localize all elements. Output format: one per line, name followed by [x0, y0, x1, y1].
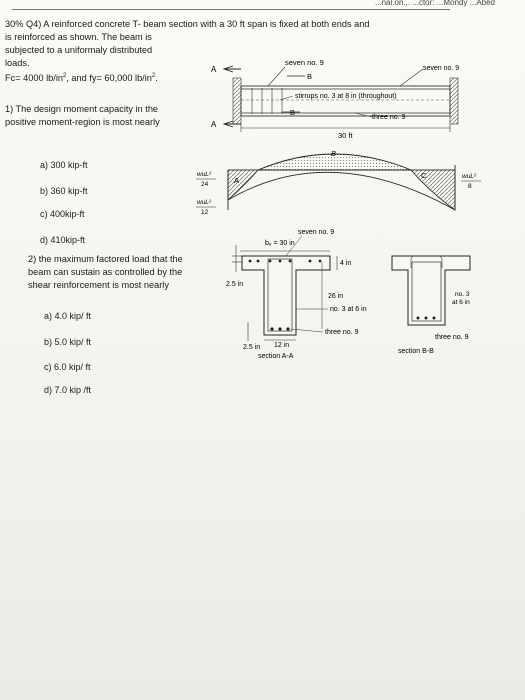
sec-b-three-label: three no. 9: [435, 334, 469, 341]
q1-option-d: d) 410kip-ft: [40, 235, 86, 245]
beam-outline: [241, 86, 450, 116]
sec-a-bottom-cover-label: 2.5 in: [243, 344, 261, 351]
section-b-b: [392, 256, 470, 355]
sec-b-caption: section B-B: [398, 348, 434, 355]
q2-line-3: shear reinforcement is most nearly: [28, 280, 169, 290]
fc-text: Fc= 4000 lb/in: [5, 73, 63, 84]
q1-line-1: 1) The design moment capacity in the: [5, 104, 159, 114]
problem-line-1: 30% Q4) A reinforced concrete T- beam section with a 30 ft span is fixed at both ends and: [5, 19, 370, 29]
sec-a-caption: section A-A: [258, 353, 294, 360]
label-a-top: A: [211, 65, 217, 74]
superscript: 2: [151, 73, 156, 79]
moment-left-numerator: wuL²: [197, 171, 212, 178]
stirrups-label: stirrups no. 3 at 8 in (throughout): [295, 93, 397, 100]
sec-a-dim-left-label: 2.5 in: [226, 281, 244, 288]
q1-option-c: c) 400kip-ft: [40, 209, 85, 219]
point-c-label: C: [421, 171, 427, 180]
point-a-label: A: [234, 176, 240, 185]
superscript: 2: [62, 73, 67, 79]
moment-left-denominator: 24: [201, 181, 209, 188]
q1-option-a: a) 300 kip-ft: [40, 160, 88, 170]
q2-line-2: beam can sustain as controlled by the: [28, 267, 183, 277]
q2-option-c: c) 6.0 kip/ ft: [44, 362, 91, 372]
moment-mid-numerator: wuL²: [197, 199, 212, 206]
sec-b-stir-label-1: no. 3: [455, 291, 470, 298]
right-negative-region: [411, 170, 455, 210]
fy-text: , and fy= 60,000 lb/in: [66, 73, 152, 84]
right-support: [450, 78, 458, 124]
left-negative-region: [228, 170, 258, 200]
sec-a-web-label: 12 in: [274, 342, 290, 349]
sec-a-seven-label: seven no. 9: [298, 229, 335, 236]
three-no9-label: three no. 9: [372, 114, 406, 121]
label-b-bottom: B: [290, 108, 296, 117]
q2-option-b: b) 5.0 kip/ ft: [44, 337, 92, 347]
sec-b-stir-label-2: at 6 in: [452, 299, 470, 306]
q1-line-2: positive moment-region is most nearly: [5, 117, 160, 127]
problem-line-4: loads.: [5, 58, 30, 68]
beam-elevation: [211, 58, 459, 140]
sec-a-three-label: three no. 9: [325, 329, 359, 336]
span-label: 30 ft: [338, 131, 353, 140]
q2-line-1: 2) the maximum factored load that the: [28, 254, 183, 264]
problem-line-2: is reinforced as shown. The beam is: [5, 32, 152, 42]
seven-no9-top-label: seven no. 9: [285, 58, 324, 67]
q2-option-d: d) 7.0 kip /ft: [44, 385, 92, 395]
label-a-bottom: A: [211, 120, 217, 129]
period: .: [155, 73, 158, 84]
label-b-top: B: [307, 72, 313, 81]
point-b-label: B: [331, 149, 337, 158]
sec-a-flange-label: 4 in: [340, 260, 352, 267]
t-section-outline: [242, 256, 330, 335]
sec-a-depth-label: 26 in: [328, 293, 344, 300]
moment-diagram: [196, 149, 481, 216]
left-support: [233, 78, 241, 124]
q1-option-b: b) 360 kip-ft: [40, 186, 88, 196]
sec-a-stirrup-label: no. 3 at 6 in: [330, 306, 367, 313]
q2-option-a: a) 4.0 kip/ ft: [44, 311, 92, 321]
sec-a-be-label: bₑ = 30 in: [265, 240, 295, 247]
seven-no9-right-label: seven no. 9: [423, 65, 460, 72]
header-fragment: ...nal.on... ...ctor: ...Mondy ...Abed: [374, 0, 495, 7]
moment-right-denominator: 8: [468, 183, 472, 190]
moment-mid-denominator: 12: [201, 209, 209, 216]
section-a-a: [226, 229, 367, 360]
problem-line-3: subjected to a uniformaly distributed: [5, 45, 153, 55]
moment-right-numerator: wuL²: [462, 173, 477, 180]
